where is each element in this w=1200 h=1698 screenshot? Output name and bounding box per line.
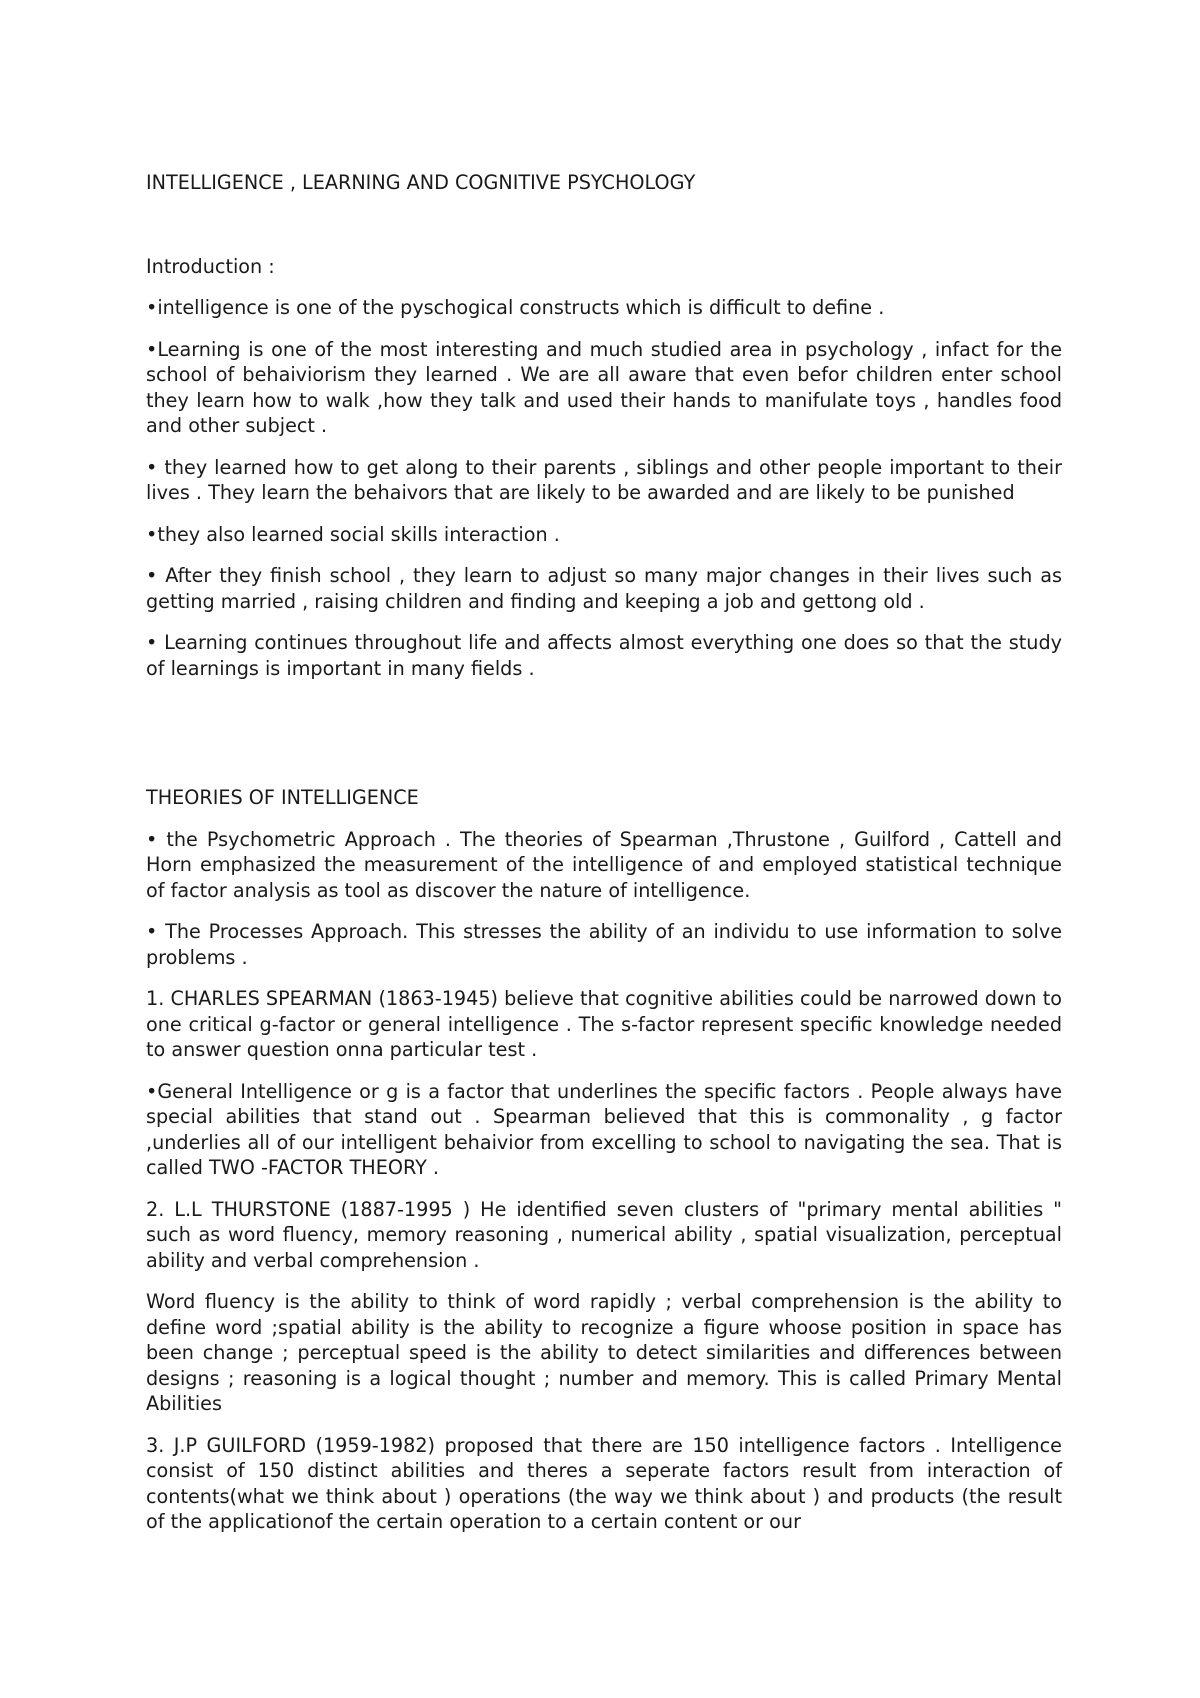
theory-paragraph: •General Intelligence or g is a factor that underlines the specific factors . People always have special abilities that stand out . Spearman believed that this is commonality , g factor ,underlies all of our intelligent behaivior from excelling to school to navigating the sea. That is called TWO -FACTOR THEORY . — [146, 1079, 1062, 1179]
document-body — [146, 170, 1062, 1551]
intro-paragraph: •Learning is one of the most interesting and much studied area in psychology , infact for the school of behaiviorism they learned . We are all aware that even befor children enter school they learn how to walk ,how they talk and used their hands to manifulate toys , handles food and other subject . — [146, 337, 1062, 437]
theory-paragraph: 3. J.P GUILFORD (1959-1982) proposed that there are 150 intelligence factors . Intelligence consist of 150 distinct abilities and theres a seperate factors result from interaction of contents(what we think about ) operations (the way we think about ) and products (the result of the applicationof the certain operation to a certain content or our — [146, 1433, 1062, 1533]
intro-paragraph: • they learned how to get along to their parents , siblings and other people important to their lives . They learn the behaivors that are likely to be awarded and are likely to be punished — [146, 455, 1062, 504]
theory-paragraph: Word fluency is the ability to think of word rapidly ; verbal comprehension is the ability to define word ;spatial ability is the ability to recognize a figure whoose position in space has been change ; perceptual speed is the ability to detect similarities and differences between designs ; reasoning is a logical thought ; number and memory. This is called Primary Mental Abilities — [146, 1290, 1062, 1415]
intro-paragraph: •they also learned social skills interaction . — [146, 522, 560, 546]
intro-paragraph: • Learning continues throughout life and affects almost everything one does so that the study of learnings is important in many fields . — [146, 631, 1062, 680]
theory-paragraph: • The Processes Approach. This stresses the ability of an individu to use information to solve problems . — [146, 920, 1062, 969]
intro-paragraph: •intelligence is one of the pyschogical constructs which is difficult to define . — [146, 296, 885, 319]
theory-paragraph: 1. CHARLES SPEARMAN (1863-1945) believe that cognitive abilities could be narrowed down to one critical g-factor or general intelligence . The s-factor represent specific knowledge needed to answer question onna particular test . — [146, 987, 1062, 1061]
section-heading: THEORIES OF INTELLIGENCE — [146, 786, 419, 809]
theory-paragraph: • the Psychometric Approach . The theories of Spearman ,Thrustone , Guilford , Cattell and Horn emphasized the measurement of the intelligence of and employed statistical technique of factor analysis as tool as discover the nature of intelligence. — [146, 827, 1062, 902]
intro-paragraph: • After they finish school , they learn to adjust so many major changes in their lives such as getting married , raising children and finding and keeping a job and gettong old . — [146, 564, 1062, 613]
document-title: INTELLIGENCE , LEARNING AND COGNITIVE PSYCHOLOGY — [146, 171, 696, 194]
intro-heading: Introduction : — [146, 254, 275, 278]
theory-paragraph: 2. L.L THURSTONE (1887-1995 ) He identified seven clusters of "primary mental abilities " such as word fluency, memory reasoning , numerical ability , spatial visualization, perceptual ability and verbal comprehension . — [146, 1197, 1062, 1272]
